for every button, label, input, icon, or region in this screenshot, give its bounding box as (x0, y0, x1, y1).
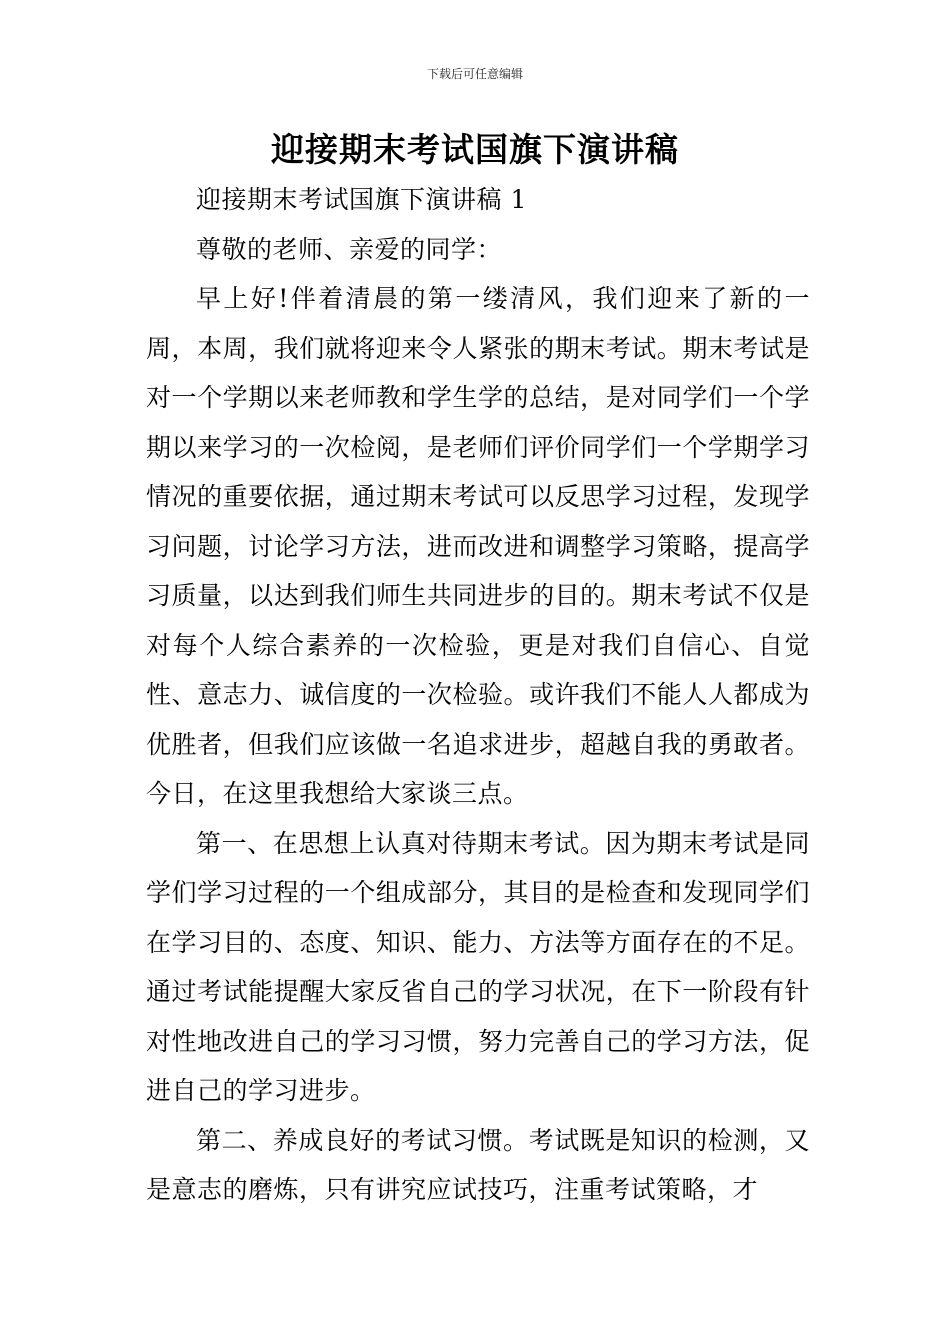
document-title: 迎接期末考试国旗下演讲稿 (271, 130, 679, 169)
paragraph-point-one: 第一、在思想上认真对待期末考试。因为期末考试是同学们学习过程的一个组成部分，其目的是检查和发现同学们在学习目的、态度、知识、能力、方法等方面存在的不足。通过考试能提醒大家反省自己的学习状况，在下一阶段有针对性地改进自己的学习习惯，努力完善自己的学习方法，促进自己的学习进步。 (146, 828, 810, 1105)
header-note: 下载后可任意编辑 (426, 67, 523, 81)
document-body (146, 175, 810, 1215)
paragraph-point-two: 第二、养成良好的考试习惯。考试既是知识的检测，又是意志的磨炼，只有讲究应试技巧，注重考试策略，才 (146, 1125, 810, 1204)
paragraph-opening: 早上好!伴着清晨的第一缕清风，我们迎来了新的一周，本周，我们就将迎来令人紧张的期末考试。期末考试是对一个学期以来老师教和学生学的总结，是对同学们一个学期以来学习的一次检阅，是老师们评价同学们一个学期学习情况的重要依据，通过期末考试可以反思学习过程，发现学习问题，讨论学习方法，进而改进和调整学习策略，提高学习质量，以达到我们师生共同进步的目的。期末考试不仅是对每个人综合素养的一次检验，更是对我们自信心、自觉性、意志力、诚信度的一次检验。或许我们不能人人都成为优胜者，但我们应该做一名追求进步，超越自我的勇敢者。今日，在这里我想给大家谈三点。 (146, 284, 810, 808)
paragraph-subtitle: 迎接期末考试国旗下演讲稿 1 (196, 185, 527, 214)
paragraph-salutation: 尊敬的老师、亲爱的同学： (196, 234, 503, 264)
